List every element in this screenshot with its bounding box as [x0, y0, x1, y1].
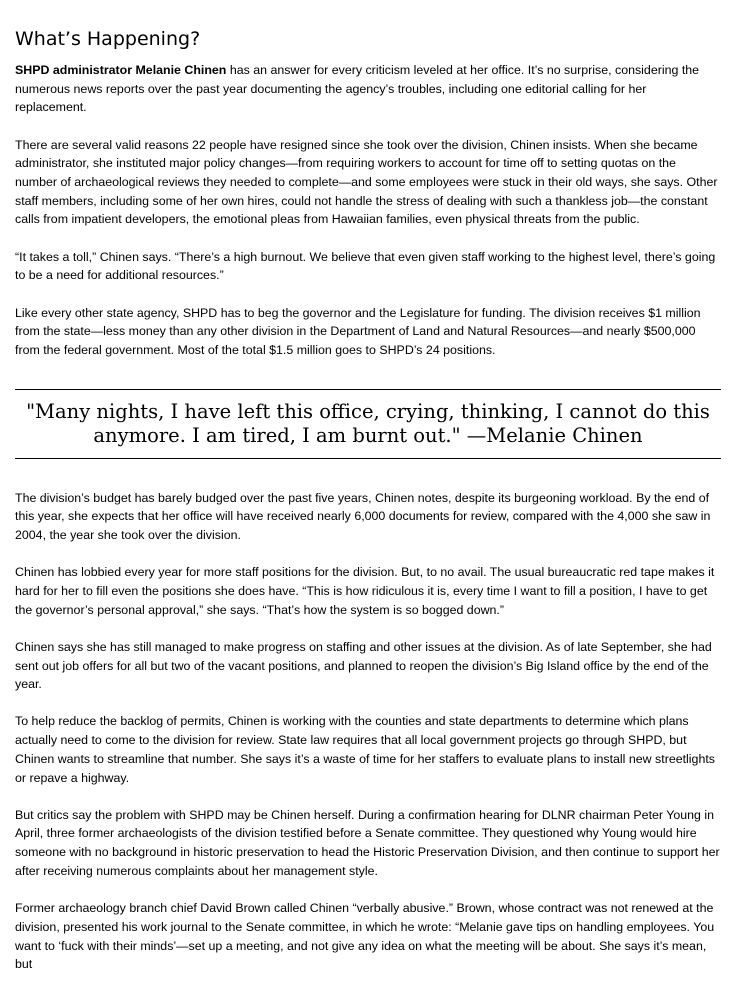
pull-quote: "Many nights, I have left this office, crying, thinking, I cannot do this anymore. I am tired, I am burnt out." —Melanie Chinen: [15, 389, 721, 459]
intro-rest: has an answer for every criticism leveled at her office. It’s no surprise, considering the numerous news reports over the past year documenting the agency’s troubles, including one editorial calling for her replacement.: [15, 63, 700, 115]
article-heading: What’s Happening?: [15, 28, 201, 50]
paragraph: Like every other state agency, SHPD has to beg the governor and the Legislature for funding. The division receives $1 million from the state—less money than any other division in the Department of Land and Natural Resources—and nearly $500,000 from the federal government. Most of the total $1.5 million goes to SHPD’s 24 positions.: [15, 305, 701, 357]
paragraph: There are several valid reasons 22 people have resigned since she took over the division, Chinen insists. When she became administrator, she instituted major policy changes—from requiring workers to account for time off to setting quotas on the number of archaeological reviews they needed to complete—and some employees were stuck in their old ways, she says. Other staff members, including some of her own hires, could not handle the stress of dealing with such a thankless job—the constant calls from impatient developers, the emotional pleas from Hawaiian families, even physical threats from the public.: [15, 137, 718, 227]
paragraph: To help reduce the backlog of permits, Chinen is working with the counties and state departments to determine which plans actually need to come to the division for review. State law requires that all local government projects go through SHPD, but Chinen wants to streamline that number. She says it’s a waste of time for her staffers to evaluate plans to install new streetlights or repave a highway.: [15, 714, 715, 785]
paragraph: Former archaeology branch chief David Brown called Chinen “verbally abusive.” Brown, whose contract was not renewed at the division, presented his work journal to the Senate committee, in which he wrote: “Melanie gave tips on handling employees. You want to ‘fuck with their minds’—set up a meeting, and not give any idea on what the meeting will be about. She says it’s mean, but: [15, 901, 715, 972]
paragraph: Chinen says she has still managed to make progress on staffing and other issues at the division. As of late September, she had sent out job offers for all but two of the vacant positions, and planned to reopen the division’s Big Island office by the end of the year.: [15, 639, 712, 692]
article: [15, 0, 721, 992]
paragraph: The division’s budget has barely budged over the past five years, Chinen notes, despite its burgeoning workload. By the end of this year, she expects that her office will have received nearly 6,000 documents for review, compared with the 4,000 she saw in 2004, the year she took over the division.: [15, 490, 711, 543]
intro-lead: SHPD administrator Melanie Chinen: [15, 63, 227, 77]
paragraph: But critics say the problem with SHPD may be Chinen herself. During a confirmation hearing for DLNR chairman Peter Young in April, three former archaeologists of the division testified before a Senate committee. They questioned why Young would hire someone with no background in historic preservation to head the Historic Preservation Division, and then continue to support her after receiving numerous complaints about her management style.: [15, 807, 720, 878]
intro-paragraph: [15, 61, 721, 117]
paragraph: Chinen has lobbied every year for more staff positions for the division. But, to no avail. The usual bureaucratic red tape makes it hard for her to fill even the positions she does have. “This is how ridiculous it is, every time I want to fill a position, I have to get the governor’s personal approval,” she says. “That’s how the system is so bogged down.”: [15, 565, 715, 617]
paragraph: “It takes a toll,” Chinen says. “There’s a high burnout. We believe that even given staff working to the highest level, there’s going to be a need for additional resources.”: [15, 249, 716, 283]
